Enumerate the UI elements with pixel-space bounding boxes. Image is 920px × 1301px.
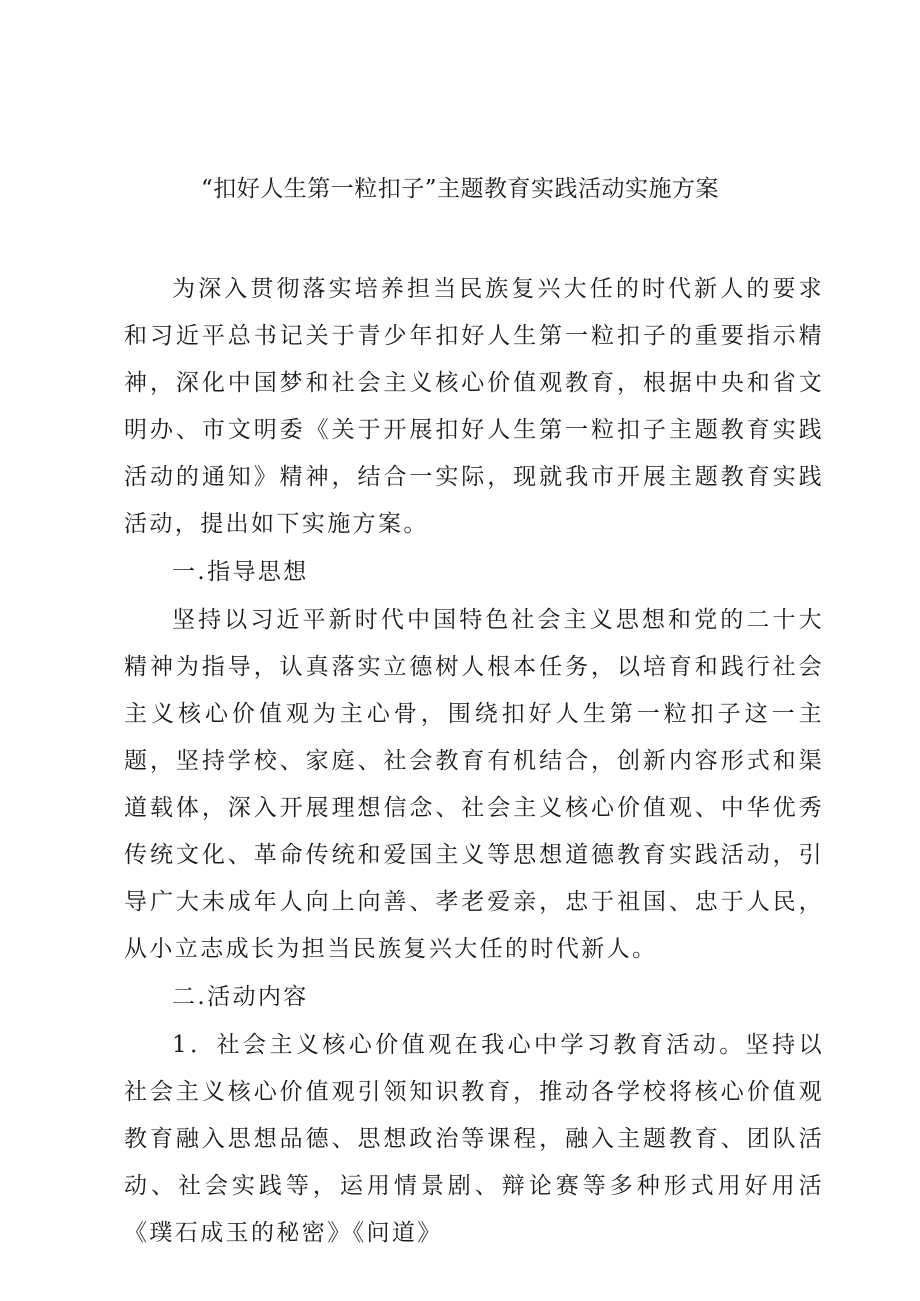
section-heading-activity-content: 二.活动内容 (172, 984, 309, 1010)
intro-paragraph: 为深入贯彻落实培养担当民族复兴大任的时代新人的要求和习近平总书记关于青少年扣好人生第一粒扣子的重要指示精神，深化中国梦和社会主义核心价值观教育，根据中央和省文明办、市文明委《关于开展扣好人生第一粒扣子主题教育实践活动的通知》精神，结合一实际，现就我市开展主题教育实践活动，提出如下实施方案。 (124, 276, 824, 537)
document-body (124, 266, 824, 1257)
guiding-ideology-paragraph: 坚持以习近平新时代中国特色社会主义思想和党的二十大精神为指导，认真落实立德树人根本任务，以培育和践行社会主义核心价值观为主心骨，围绕扣好人生第一粒扣子这一主题，坚持学校、家庭、社会教育有机结合，创新内容形式和渠道载体，深入开展理想信念、社会主义核心价值观、中华优秀传统文化、革命传统和爱国主义等思想道德教育实践活动，引导广大未成年人向上向善、孝老爱亲，忠于祖国、忠于人民，从小立志成长为担当民族复兴大任的时代新人。 (124, 607, 824, 962)
activity-item-1-paragraph: 1．社会主义核心价值观在我心中学习教育活动。坚持以社会主义核心价值观引领知识教育，推动各学校将核心价值观教育融入思想品德、思想政治等课程，融入主题教育、团队活动、社会实践等，运用情景剧、辩论赛等多种形式用好用活《璞石成玉的秘密》《问道》 (124, 1032, 824, 1246)
section-heading-guiding-ideology: 一.指导思想 (172, 559, 309, 585)
document-title: “扣好人生第一粒扣子”主题教育实践活动实施方案 (200, 176, 720, 202)
